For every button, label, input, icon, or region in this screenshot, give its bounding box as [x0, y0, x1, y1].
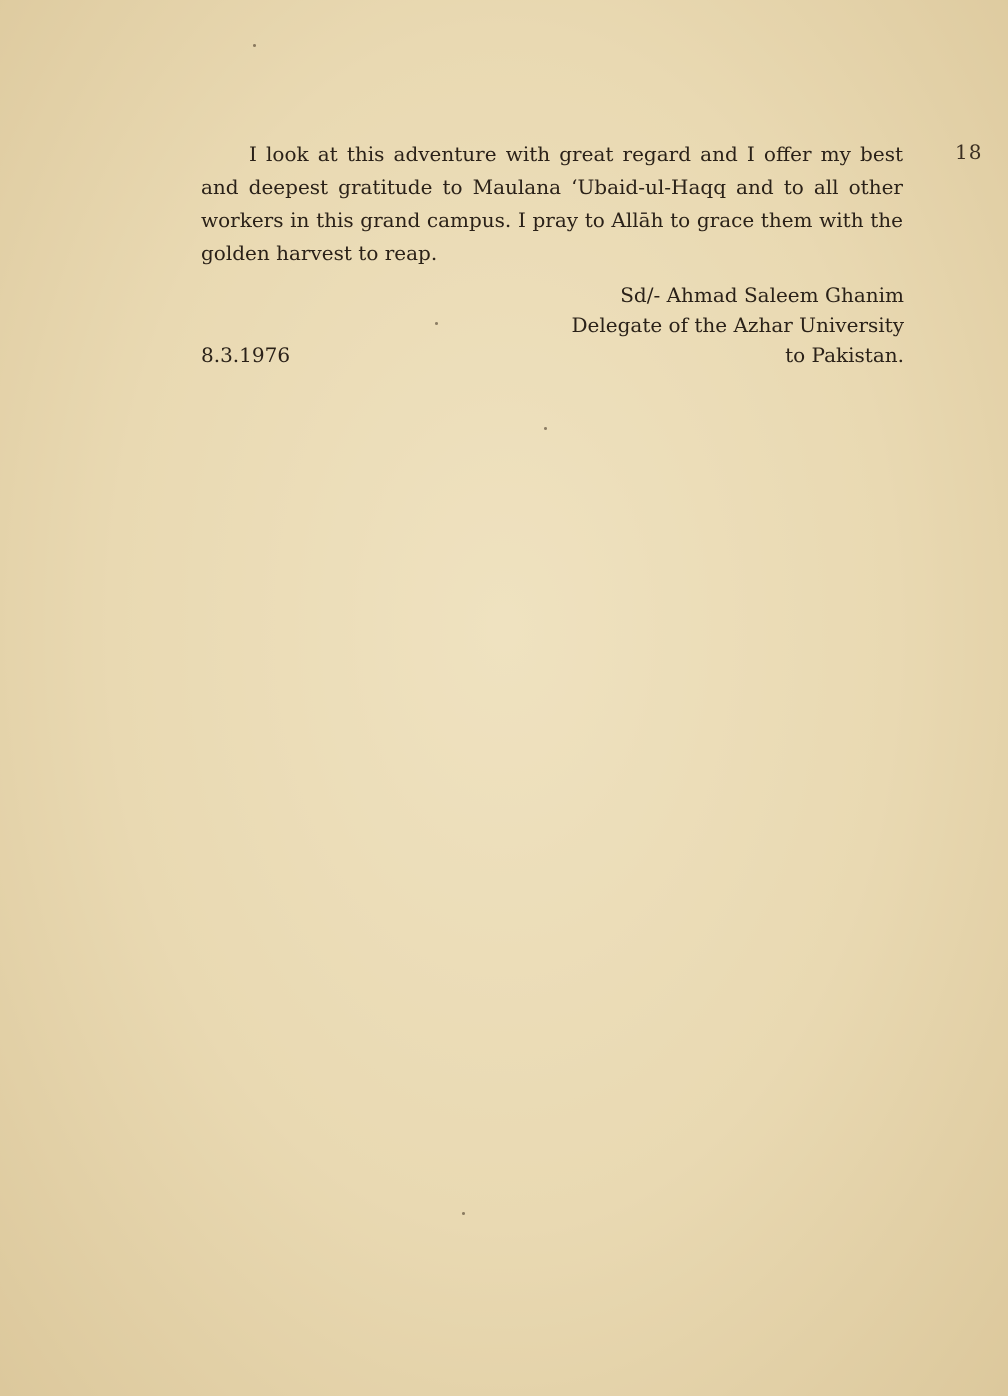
page-number: 18 [955, 140, 983, 164]
paper-speck [544, 427, 547, 430]
signature-location: to Pakistan. [785, 343, 904, 367]
body-paragraph: I look at this adventure with great regard and I offer my best and deepest gratitude to Maulana ‘Ubaid-ul-Haqq and to all other workers in this grand campus. I pray to Allāh to grace them with the golden harvest to reap. [201, 142, 903, 265]
paper-speck [253, 44, 256, 47]
paper-speck [462, 1212, 465, 1215]
document-date: 8.3.1976 [201, 343, 291, 367]
paper-speck [435, 322, 438, 325]
signature-title: Delegate of the Azhar University [571, 313, 904, 337]
signature-name: Sd/- Ahmad Saleem Ghanim [620, 283, 904, 307]
signature-block [460, 280, 904, 370]
